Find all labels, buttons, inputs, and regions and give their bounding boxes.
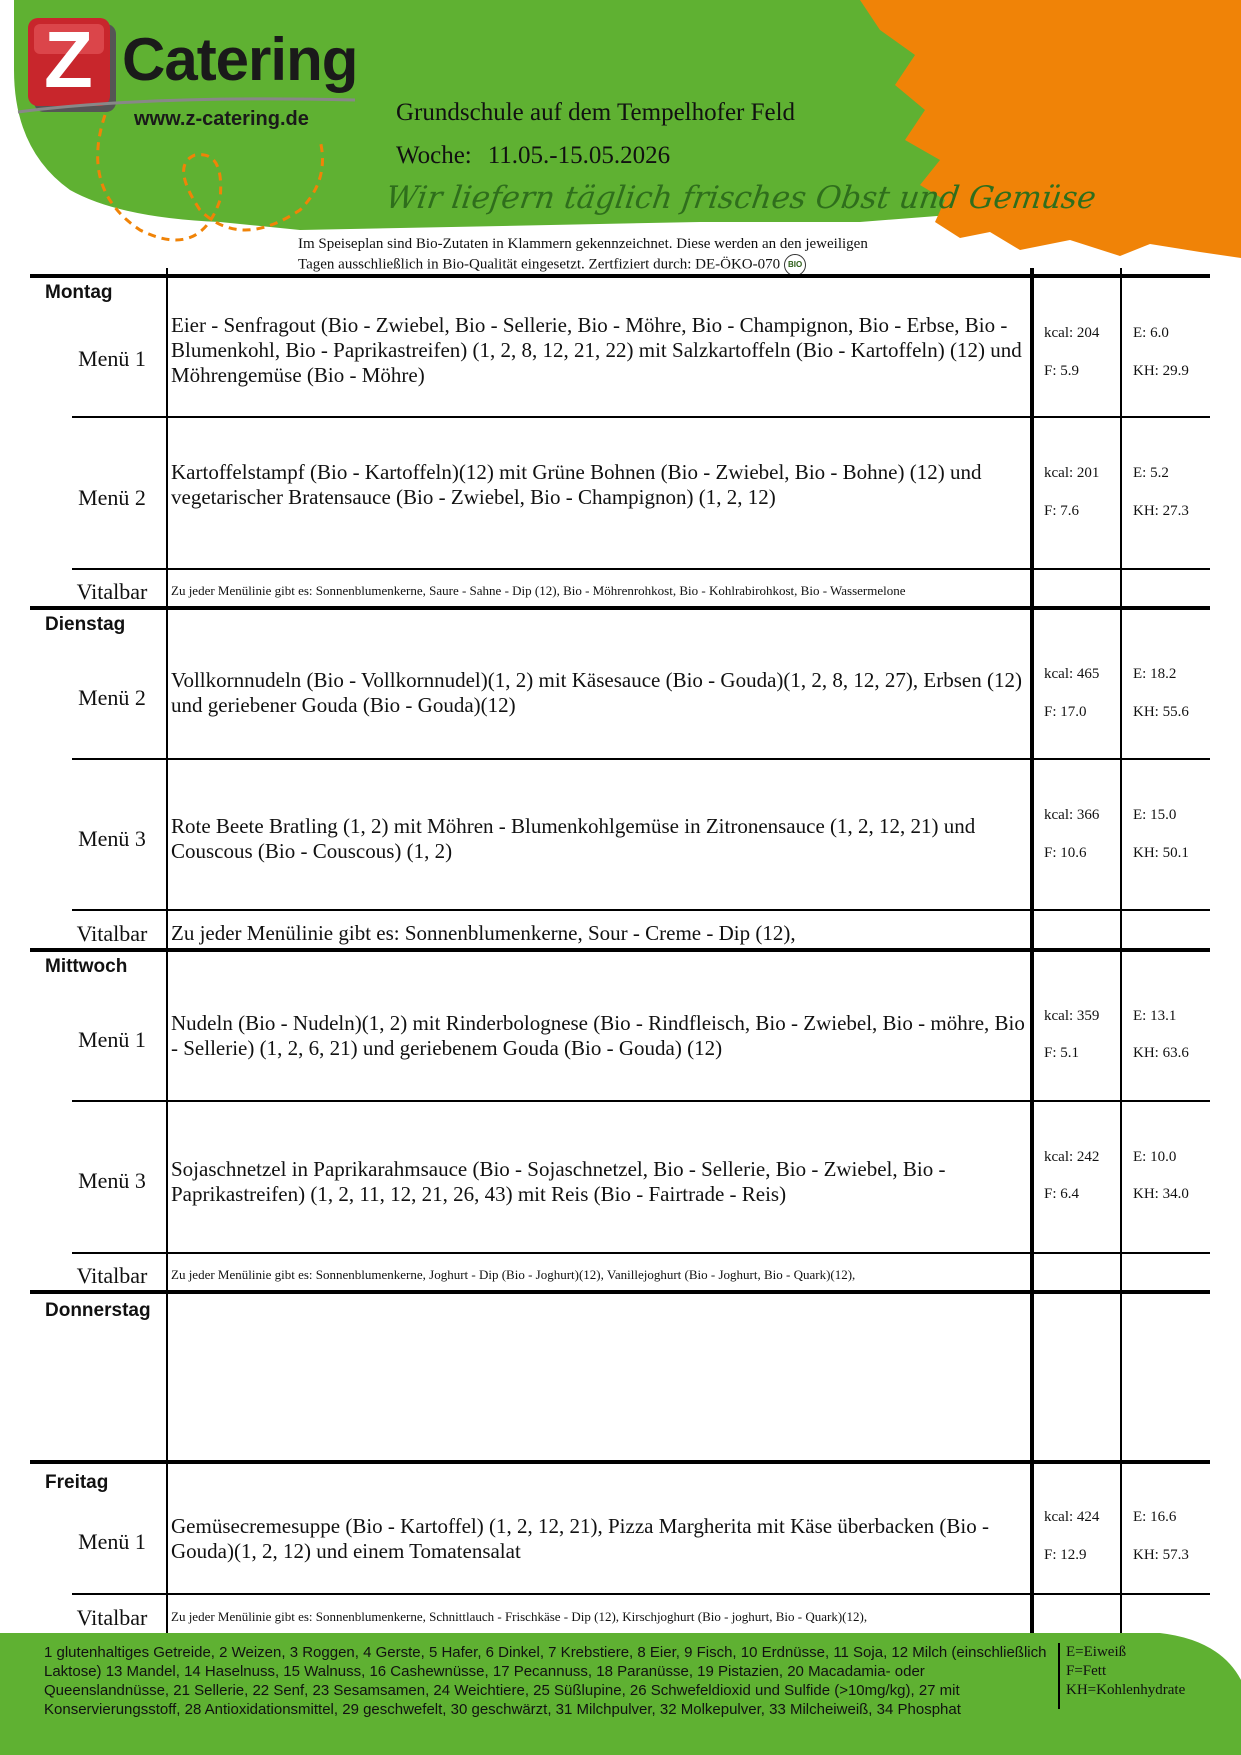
vitalbar-label: Vitalbar	[76, 579, 148, 604]
protein-value: E: 16.6	[1133, 1509, 1177, 1525]
footer-divider	[1058, 1643, 1060, 1709]
rule-freitag-top	[30, 1460, 1210, 1464]
vitalbar-text: Zu jeder Menülinie gibt es: Sonnenblumenkerne, Saure - Sahne - Dip (12), Bio - Möhrenrohkost, Bio - Kohlrabirohkost, Bio - Wassermelone	[171, 583, 906, 598]
kcal-value: kcal: 359	[1044, 1008, 1100, 1024]
legend-carbs: KH=Kohlenhydrate	[1066, 1682, 1186, 1698]
legend-fat: F=Fett	[1066, 1663, 1107, 1679]
bio-seal-icon: BIO	[784, 254, 806, 276]
menu-label: Menü 1	[78, 1529, 146, 1554]
day-montag: Montag	[45, 282, 113, 303]
header-orange-splash	[860, 0, 1241, 258]
rule-montag-m2	[72, 568, 1210, 570]
bio-note-line2	[298, 254, 938, 276]
vitalbar-label: Vitalbar	[76, 1263, 148, 1288]
day-mittwoch: Mittwoch	[45, 956, 128, 977]
fat-value: F: 5.9	[1044, 363, 1080, 379]
kcal-value: kcal: 201	[1044, 465, 1100, 481]
carb-value: KH: 55.6	[1133, 704, 1189, 720]
menu-label: Menü 1	[78, 1027, 146, 1052]
week-label: Woche:	[396, 142, 472, 169]
day-dienstag: Dienstag	[45, 614, 126, 635]
fat-value: F: 17.0	[1044, 704, 1087, 720]
menu-label: Menü 2	[78, 685, 146, 710]
slogan: Wir liefern täglich frisches Obst und Gemüse	[383, 180, 1099, 216]
dish-text: Kartoffelstampf (Bio - Kartoffeln)(12) mit Grüne Bohnen (Bio - Zwiebel, Bio - Bohne) (12) und vegetarischer Bratensauce (Bio - Zwiebel, Bio - Champignon) (1, 2, 12)	[171, 460, 982, 509]
day-freitag: Freitag	[45, 1472, 109, 1493]
rule-montag-m1	[72, 416, 1210, 418]
carb-value: KH: 57.3	[1133, 1547, 1189, 1563]
school-name: Grundschule auf dem Tempelhofer Feld	[396, 99, 796, 126]
nutrition-legend	[1066, 1643, 1185, 1700]
kcal-value: kcal: 204	[1044, 325, 1100, 341]
carb-value: KH: 50.1	[1133, 845, 1189, 861]
legend-protein: E=Eiweiß	[1066, 1644, 1127, 1660]
protein-value: E: 6.0	[1133, 325, 1169, 341]
dish-text: Eier - Senfragout (Bio - Zwiebel, Bio - Sellerie, Bio - Möhre, Bio - Champignon, Bio - Erbse, Bio - Blumenkohl, Bio - Paprikastreifen) (1, 2, 8, 12, 21, 22) mit Salzkartoffeln (Bio - Kartoffeln) (12) und Möhrengemüse (Bio - Möhre)	[171, 313, 1022, 387]
rule-freitag-m1	[72, 1593, 1210, 1595]
allergen-list: 1 glutenhaltiges Getreide, 2 Weizen, 3 Roggen, 4 Gerste, 5 Hafer, 6 Dinkel, 7 Krebstiere, 8 Eier, 9 Fisch, 10 Erdnüsse, 11 Soja, 12 Milch (einschließlich Laktose) 13 Mandel, 14 Haselnuss, 15 Walnuss, 16 Cashewnüsse, 17 Pecannuss, 18 Paranüsse, 19 Pistazien, 20 Macadamia- oder Queenslandnüsse, 21 Sellerie, 22 Senf, 23 Sesamsamen, 24 Weichtiere, 25 Süßlupine, 26 Schwefeldioxid und Sulfide (>10mg/kg), 27 mit Konservierungsstoff, 28 Antioxidationsmittel, 29 geschwefelt, 30 geschwärzt, 31 Milchpulver, 32 Molkepulver, 33 Milcheiweiß, 34 Phosphat	[44, 1644, 1047, 1718]
fat-value: F: 12.9	[1044, 1547, 1087, 1563]
bio-note-line1: Im Speiseplan sind Bio-Zutaten in Klammern gekennzeichnet. Diese werden an den jeweiligen	[298, 236, 868, 252]
menu-label: Menü 3	[78, 826, 146, 851]
rule-mittwoch-m1	[72, 1100, 1210, 1102]
dish-text: Nudeln (Bio - Nudeln)(1, 2) mit Rinderbolognese (Bio - Rindfleisch, Bio - Zwiebel, Bio - möhre, Bio - Sellerie) (1, 2, 6, 21) und geriebenem Gouda (Bio - Gouda) (12)	[171, 1011, 1025, 1060]
vitalbar-label: Vitalbar	[76, 1605, 148, 1630]
rule-dienstag-m3	[72, 909, 1210, 911]
fat-value: F: 6.4	[1044, 1186, 1080, 1202]
carb-value: KH: 34.0	[1133, 1186, 1189, 1202]
fat-value: F: 7.6	[1044, 503, 1080, 519]
carb-value: KH: 63.6	[1133, 1045, 1189, 1061]
rule-mittwoch-m3	[72, 1252, 1210, 1254]
menu-label: Menü 1	[78, 346, 146, 371]
bio-note	[298, 235, 938, 276]
logo-word: Catering	[122, 26, 358, 93]
vitalbar-text: Zu jeder Menülinie gibt es: Sonnenblumenkerne, Schnittlauch - Frischkäse - Dip (12), Kirschjoghurt (Bio - joghurt, Bio - Quark)(12),	[171, 1609, 868, 1624]
rule-dienstag-top	[30, 606, 1210, 610]
dish-text: Sojaschnetzel in Paprikarahmsauce (Bio - Sojaschnetzel, Bio - Sellerie, Bio - Zwiebel, Bio - Paprikastreifen) (1, 2, 11, 12, 21, 26, 43) mit Reis (Bio - Fairtrade - Reis)	[171, 1157, 946, 1206]
logo-url[interactable]: www.z-catering.de	[134, 108, 309, 130]
protein-value: E: 5.2	[1133, 465, 1169, 481]
dish-text: Gemüsecremesuppe (Bio - Kartoffel) (1, 2, 12, 21), Pizza Margherita mit Käse überbacken (Bio - Gouda)(1, 2, 12) und einem Tomatensalat	[171, 1514, 989, 1563]
dish-text: Rote Beete Bratling (1, 2) mit Möhren - Blumenkohlgemüse in Zitronensauce (1, 2, 12, 21) und Couscous (Bio - Couscous) (1, 2)	[171, 814, 976, 863]
week-line	[396, 142, 670, 170]
protein-value: E: 18.2	[1133, 666, 1177, 682]
rule-donnerstag-top	[30, 1290, 1210, 1294]
week-value: 11.05.-15.05.2026	[487, 142, 671, 169]
protein-value: E: 15.0	[1133, 807, 1177, 823]
menu-label: Menü 2	[78, 485, 146, 510]
kcal-value: kcal: 424	[1044, 1509, 1100, 1525]
vitalbar-text: Zu jeder Menülinie gibt es: Sonnenblumenkerne, Sour - Creme - Dip (12),	[171, 921, 796, 945]
day-donnerstag: Donnerstag	[45, 1300, 151, 1321]
kcal-value: kcal: 465	[1044, 666, 1100, 682]
kcal-value: kcal: 366	[1044, 807, 1100, 823]
rule-mittwoch-top	[30, 948, 1210, 952]
dish-text: Vollkornnudeln (Bio - Vollkornnudel)(1, 2) mit Käsesauce (Bio - Gouda)(1, 2, 8, 12, 27), Erbsen (12) und geriebener Gouda (Bio - Gouda)(12)	[171, 668, 1022, 717]
vitalbar-label: Vitalbar	[76, 921, 148, 946]
carb-value: KH: 29.9	[1133, 363, 1189, 379]
rule-montag-top	[30, 274, 1210, 278]
carb-value: KH: 27.3	[1133, 503, 1189, 519]
fat-value: F: 5.1	[1044, 1045, 1080, 1061]
vitalbar-text: Zu jeder Menülinie gibt es: Sonnenblumenkerne, Joghurt - Dip (Bio - Joghurt)(12), Vanillejoghurt (Bio - Joghurt, Bio - Quark)(12),	[171, 1267, 856, 1282]
menu-label: Menü 3	[78, 1168, 146, 1193]
protein-value: E: 10.0	[1133, 1149, 1177, 1165]
fat-value: F: 10.6	[1044, 845, 1087, 861]
logo-letter: Z	[44, 15, 93, 104]
bio-note-text: Tagen ausschließlich in Bio-Qualität eingesetzt. Zertfiziert durch: DE-ÖKO-070	[298, 256, 781, 273]
rule-dienstag-m2	[72, 758, 1210, 760]
protein-value: E: 13.1	[1133, 1008, 1177, 1024]
kcal-value: kcal: 242	[1044, 1149, 1100, 1165]
